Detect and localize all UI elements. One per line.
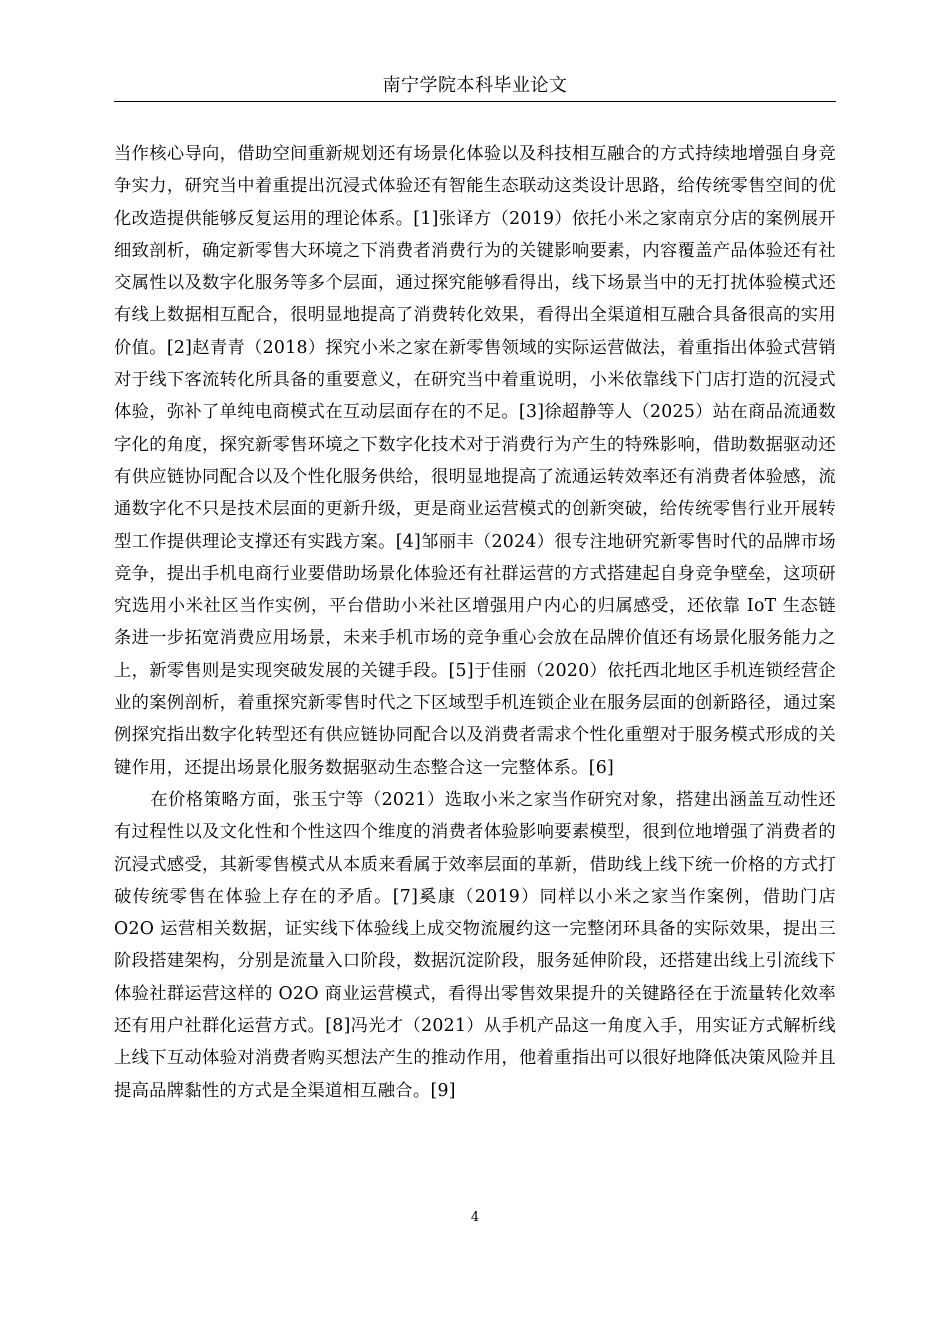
paragraph-literature-review-continued: 当作核心导向，借助空间重新规划还有场景化体验以及科技相互融合的方式持续地增强自身竞争实力，研究当中着重提出沉浸式体验还有智能生态联动这类设计思路，给传统零售空间的优化改造提供能够反复运用的理论体系。[1]张译方（2019）依托小米之家南京分店的案例展开细致剖析，确定新零售大环境之下消费者消费行为的关键影响要素，内容覆盖产品体验还有社交属性以及数字化服务等多个层面，通过探究能够看得出，线下场景当中的无打扰体验模式还有线上数据相互配合，很明显地提高了消费转化效果，看得出全渠道相互融合具备很高的实用价值。[2]赵青青（2018）探究小米之家在新零售领域的实际运营做法，着重指出体验式营销对于线下客流转化所具备的重要意义，在研究当中着重说明，小米依靠线下门店打造的沉浸式体验，弥补了单纯电商模式在互动层面存在的不足。[3]徐超静等人（2025）站在商品流通数字化的角度，探究新零售环境之下数字化技术对于消费行为产生的特殊影响，借助数据驱动还有供应链协同配合以及个性化服务供给，很明显地提高了流通运转效率还有消费者体验感，流通数字化不只是技术层面的更新升级，更是商业运营模式的创新突破，给传统零售行业开展转型工作提供理论支撑还有实践方案。[4]邹丽丰（2024）很专注地研究新零售时代的品牌市场竞争，提出手机电商行业要借助场景化体验还有社群运营的方式搭建起自身竞争壁垒，这项研究选用小米社区当作实例，平台借助小米社区增强用户内心的归属感受，还依靠 IoT 生态链条进一步拓宽消费应用场景，未来手机市场的竞争重心会放在品牌价值还有场景化服务能力之上，新零售则是实现突破发展的关键手段。[5]于佳丽（2020）依托西北地区手机连锁经营企业的案例剖析，着重探究新零售时代之下区域型手机连锁企业在服务层面的创新路径，通过案例探究指出数字化转型还有供应链协同配合以及消费者需求个性化重塑对于服务模式形成的关键作用，还提出场景化服务数据驱动生态整合这一完整体系。[6] bbox=[114, 144, 836, 778]
page-number: 4 bbox=[470, 1210, 480, 1225]
body-text bbox=[114, 138, 836, 1107]
paragraph-price-strategy: 在价格策略方面，张玉宁等（2021）选取小米之家当作研究对象，搭建出涵盖互动性还有过程性以及文化性和个性这四个维度的消费者体验影响要素模型，很到位地增强了消费者的沉浸式感受，其新零售模式从本质来看属于效率层面的革新，借助线上线下统一价格的方式打破传统零售在体验上存在的矛盾。[7]奚康（2019）同样以小米之家当作案例，借助门店 O2O 运营相关数据，证实线下体验线上成交物流履约这一完整闭环具备的实际效果，提出三阶段搭建架构，分别是流量入口阶段，数据沉淀阶段，服务延伸阶段，还搭建出线上引流线下体验社群运营这样的 O2O 商业运营模式，看得出零售效果提升的关键路径在于流量转化效率还有用户社群化运营方式。[8]冯光才（2021）从手机产品这一角度入手，用实证方式解析线上线下互动体验对消费者购买想法产生的推动作用，他着重指出可以很好地降低决策风险并且提高品牌黏性的方式是全渠道相互融合。[9] bbox=[114, 789, 836, 1101]
page-header: 南宁学院本科毕业论文 bbox=[382, 75, 568, 96]
header-divider bbox=[114, 101, 836, 102]
